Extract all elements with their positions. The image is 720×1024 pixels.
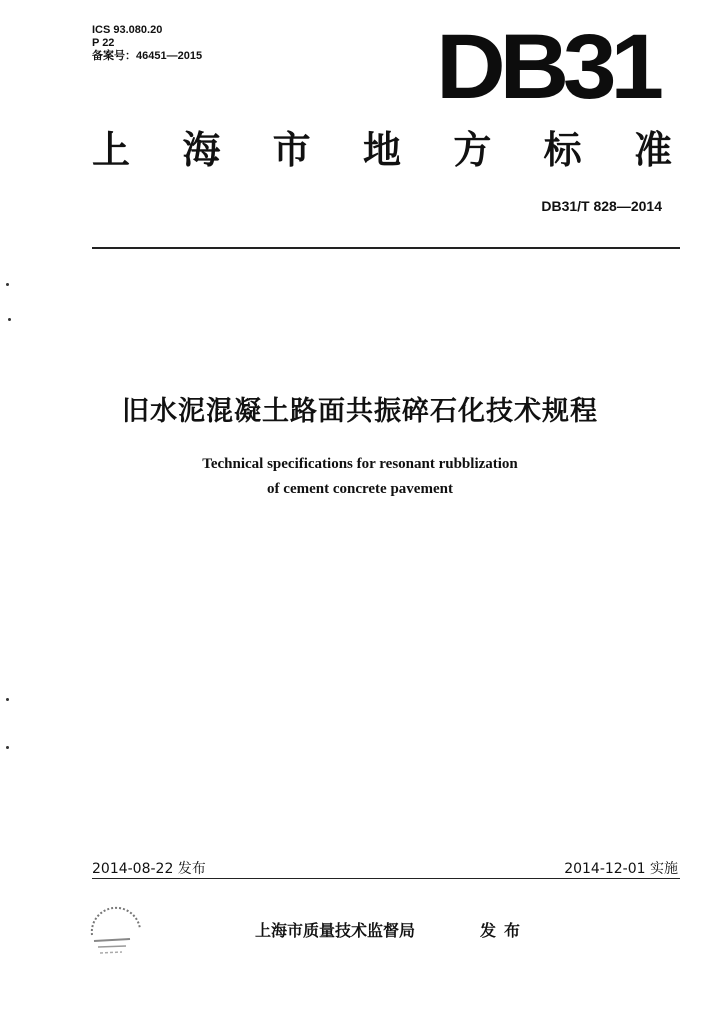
standard-type-char: 标 [543,128,582,172]
scan-speck [8,318,11,321]
implementation-date: 2014-12-01 实施 [564,861,678,877]
standard-type-char: 海 [182,128,221,172]
category-code: P 22 [92,37,115,49]
scan-speck [6,746,9,749]
standard-type-char: 市 [272,128,311,172]
standard-type-char: 准 [633,128,672,172]
standard-type-heading [92,128,672,172]
footer-divider [92,878,680,879]
db31-logo: DB31 [436,16,658,118]
issuing-authority: 上海市质量技术监督局 [255,921,416,940]
english-title-line: Technical specifications for resonant rubblization [202,456,518,472]
header-divider [92,247,680,249]
standard-type-char: 方 [453,128,492,172]
issue-date: 2014-08-22 发布 [92,861,206,877]
official-seal-stamp [84,905,148,961]
issue-label: 发布 [480,921,529,940]
scan-speck [6,283,9,286]
scan-speck [6,698,9,701]
standard-type-char: 地 [362,128,401,172]
standard-number: DB31/T 828—2014 [541,198,662,214]
ics-code: ICS 93.080.20 [92,24,163,36]
english-title [0,452,720,502]
standard-type-char: 上 [92,128,131,172]
chinese-title: 旧水泥混凝土路面共振碎石化技术规程 [122,396,598,427]
english-title-line: of cement concrete pavement [267,481,453,497]
record-number: 备案号：46451—2015 [92,50,203,62]
classification-block [92,24,202,63]
